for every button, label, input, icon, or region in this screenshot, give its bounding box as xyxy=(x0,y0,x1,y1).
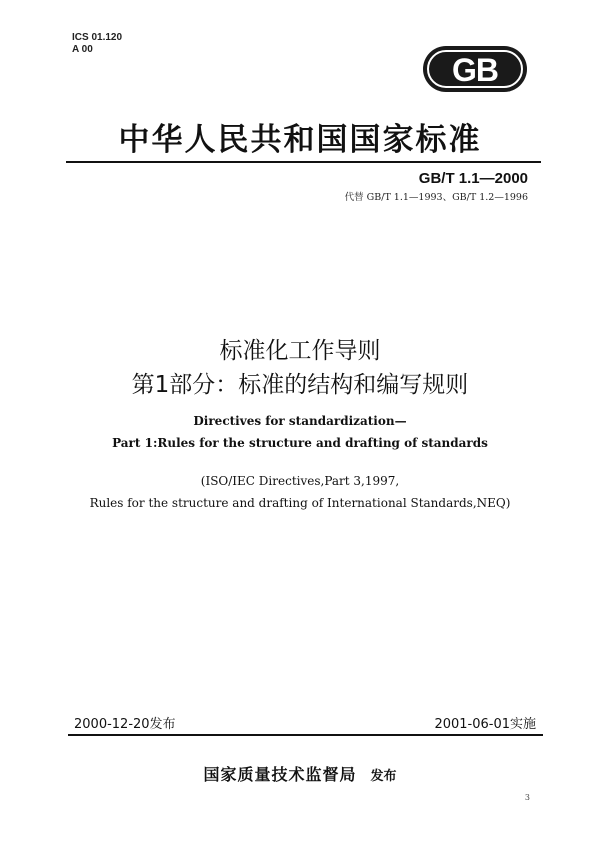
gb-logo-text: GB xyxy=(452,52,498,88)
english-title-line2: Part 1:Rules for the structure and drafting of standards xyxy=(112,436,488,450)
issuer xyxy=(0,762,600,785)
page-number: 3 xyxy=(524,793,530,802)
national-standard-title: 中华人民共和国国家标准 xyxy=(118,122,482,158)
gb-logo xyxy=(422,45,528,93)
reference-line2: Rules for the structure and drafting of International Standards,NEQ) xyxy=(89,496,511,510)
issue-date: 2000-12-20发布 xyxy=(74,717,176,732)
replaces-note: 代替 GB/T 1.1—1993、GB/T 1.2—1996 xyxy=(344,192,528,203)
english-title-line1: Directives for standardization— xyxy=(193,414,407,428)
classification-codes xyxy=(72,32,122,56)
issuer-action: 发布 xyxy=(370,769,397,784)
ics-code: ICS 01.120 xyxy=(72,32,123,43)
issuer-organization: 国家质量技术监督局 xyxy=(203,765,357,784)
header-divider xyxy=(66,161,541,163)
footer-divider xyxy=(68,734,543,736)
effective-date: 2001-06-01实施 xyxy=(434,717,536,732)
ccs-code: A 00 xyxy=(72,44,93,55)
reference-line1: (ISO/IEC Directives,Part 3,1997, xyxy=(200,474,400,488)
standard-number: GB/T 1.1—2000 xyxy=(418,170,528,187)
chinese-title-line1: 标准化工作导则 xyxy=(219,338,381,364)
chinese-title-line2: 第1部分：标准的结构和编写规则 xyxy=(131,372,469,398)
